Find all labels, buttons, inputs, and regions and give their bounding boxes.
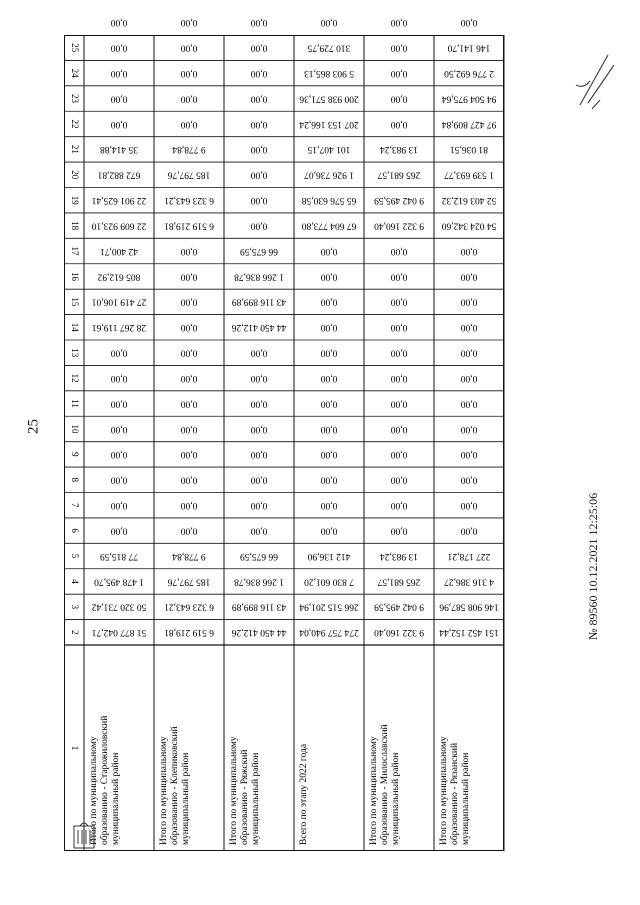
table-cell: 0,00 [110,500,128,511]
table-cell: 52 403 612,32 [441,195,497,206]
table-cell: 0,00 [180,423,198,434]
table-cell: 0,00 [390,398,408,409]
table-cell: 0,00 [460,271,478,282]
table-cell: 0,00 [250,220,268,231]
column-number: 19 [69,195,80,205]
table-cell: 0,00 [250,17,268,28]
table-cell: 0,00 [460,296,478,307]
table-cell: 0,00 [180,500,198,511]
table-cell: 0,00 [180,398,198,409]
table-cell: 146 908 587,96 [439,601,499,612]
column-number: 18 [69,221,80,231]
table-cell: 0,00 [180,449,198,460]
table-cell: 0,00 [250,423,268,434]
table-cell: 65 576 630,58 [301,195,357,206]
table-cell: 27 419 106,01 [91,296,147,307]
table-cell: 9 778,84 [172,144,206,155]
table-cell: 1 539 693,77 [444,169,494,180]
table-cell: 7 830 601,20 [304,576,354,587]
table-cell: 0,00 [460,474,478,485]
table-cell: 0,00 [320,423,338,434]
table-cell: 0,00 [320,17,338,28]
column-number: 5 [69,553,80,559]
table-cell: 0,00 [180,67,198,78]
column-number: 24 [69,68,80,78]
table-cell: 4 316 386,27 [444,576,494,587]
table-cell: 97 427 809,84 [441,118,497,129]
column-number: 16 [69,271,80,281]
table-cell: 0,00 [180,322,198,333]
table-cell: 43 116 899,89 [231,296,287,307]
table-cell: 0,00 [390,474,408,485]
table-cell: 0,00 [110,525,128,536]
table-cell: 805 612,92 [97,271,141,282]
row-label: Итого по муниципальномуобразованию - Милославскиймуниципальный район [369,724,401,845]
table-cell: 13 983,24 [380,144,418,155]
table-cell: 0,00 [250,144,268,155]
table-cell: 0,00 [250,93,268,104]
table-cell: 185 797,76 [167,169,211,180]
table-cell: 0,00 [110,17,128,28]
table-cell: 1 266 836,78 [234,576,284,587]
table-cell: 0,00 [250,195,268,206]
table-cell: 6 323 643,21 [164,195,214,206]
table-cell: 101 407,15 [307,144,351,155]
table-cell: 0,00 [180,42,198,53]
column-number: 21 [69,144,80,154]
table-cell: 0,00 [390,42,408,53]
table-cell: 0,00 [460,449,478,460]
table-cell: 0,00 [180,347,198,358]
table-cell: 412 136,90 [307,550,351,561]
table-cell: 0,00 [180,372,198,383]
table-cell: 0,00 [460,500,478,511]
table-cell: 0,00 [180,17,198,28]
table-cell: 0,00 [460,423,478,434]
row-label: Итого по муниципальномуобразованию - Клепиковскиймуниципальный район [159,726,191,845]
column-number: 20 [69,170,80,180]
table-cell: 35 414,88 [100,144,138,155]
table-cell: 227 178,21 [447,550,491,561]
table-cell: 81 036,51 [450,144,488,155]
table-cell: 0,00 [110,423,128,434]
table-cell: 0,00 [390,322,408,333]
table-cell: 265 681,57 [377,576,421,587]
table-cell: 0,00 [250,169,268,180]
table-cell: 0,00 [390,423,408,434]
table-cell: 1 478 495,70 [94,576,144,587]
table-cell: 672 882,81 [97,169,141,180]
table-cell: 0,00 [320,245,338,256]
row-label: Всего по этапу 2022 года [299,743,309,845]
column-number: 6 [69,528,80,533]
table-cell: 200 938 571,36 [299,93,359,104]
table-cell: 0,00 [110,474,128,485]
table-cell: 0,00 [180,118,198,129]
table-cell: 28 267 119,61 [91,322,147,333]
table-cell: 0,00 [180,525,198,536]
table-border [65,36,504,851]
table-cell: 185 797,76 [167,576,211,587]
table-cell: 43 116 899,89 [231,601,287,612]
column-number: 22 [69,119,80,129]
electronic-stamp-icon [70,820,98,852]
table-cell: 0,00 [250,449,268,460]
table-cell: 67 604 773,80 [301,220,357,231]
table-cell: 207 153 166,24 [299,118,359,129]
table-cell: 146 141,70 [447,42,491,53]
table-cell: 6 519 219,81 [164,627,214,638]
table-cell: 54 024 342,60 [441,220,497,231]
column-number: 25 [69,43,80,53]
table-cell: 1 926 736,07 [304,169,354,180]
table-cell: 0,00 [460,17,478,28]
table-cell: 0,00 [460,347,478,358]
table-cell: 44 450 412,26 [231,322,287,333]
table-cell: 0,00 [250,118,268,129]
table-cell: 66 675,59 [240,550,278,561]
column-number: 13 [69,348,80,358]
table-cell: 0,00 [180,93,198,104]
column-number: 11 [69,399,80,408]
table-cell: 9 778,84 [172,550,206,561]
column-number: 17 [69,246,80,256]
table-cell: 0,00 [180,474,198,485]
table-cell: 310 729,75 [307,42,351,53]
table-cell: 2 776 692,50 [444,67,494,78]
table-cell: 0,00 [110,42,128,53]
column-number: 1 [69,745,80,751]
table-cell: 0,00 [390,245,408,256]
table-cell: 0,00 [320,372,338,383]
table-cell: 0,00 [110,449,128,460]
table-cell: 44 450 412,26 [231,627,287,638]
column-number: 14 [69,322,80,332]
table-cell: 0,00 [320,449,338,460]
table-cell: 0,00 [110,347,128,358]
table-cell: 0,00 [320,500,338,511]
table-cell: 0,00 [390,17,408,28]
table-cell: 0,00 [250,347,268,358]
table-cell: 0,00 [110,118,128,129]
table-cell: 151 452 152,44 [439,627,499,638]
table-cell: 77 815,59 [100,550,138,561]
table-cell: 0,00 [390,271,408,282]
table-cell: 0,00 [250,42,268,53]
table-cell: 0,00 [390,372,408,383]
table-cell: 51 877 042,71 [91,627,147,638]
table-cell: 265 681,57 [377,169,421,180]
page-number: 25 [25,419,42,434]
column-number: 7 [69,502,80,508]
table-cell: 0,00 [110,372,128,383]
table-cell: 6 323 643,21 [164,601,214,612]
column-number: 15 [69,297,80,307]
table-cell: 0,00 [390,118,408,129]
column-number: 3 [69,604,80,610]
data-table [64,17,504,851]
table-cell: 0,00 [390,93,408,104]
table-cell: 0,00 [110,67,128,78]
registration-stamp: № 89560 10.12.2021 12:25:06 [586,492,600,640]
table-cell: 0,00 [180,271,198,282]
table-cell: 0,00 [460,372,478,383]
table-cell: 9 322 160,40 [374,220,424,231]
row-label: Итого по муниципальномуобразованию - Ряжскиймуниципальный район [229,736,261,845]
table-cell: 0,00 [390,500,408,511]
table-cell: 0,00 [250,500,268,511]
table-cell: 0,00 [460,322,478,333]
table-cell: 42 400,71 [100,245,138,256]
table-cell: 6 519 219,81 [164,220,214,231]
row-label: Итого по муниципальномуобразованию - Старожиловскиймуниципальный район [89,715,121,845]
table-cell: 0,00 [320,474,338,485]
table-cell: 0,00 [460,398,478,409]
table-cell: 0,00 [250,398,268,409]
table-cell: 0,00 [110,93,128,104]
table-cell: 0,00 [250,67,268,78]
table-cell: 22 901 625,41 [91,195,147,206]
table-cell: 0,00 [390,296,408,307]
column-number: 12 [69,373,80,383]
table-cell: 0,00 [320,347,338,358]
column-number: 9 [69,452,80,457]
table-cell: 9 042 495,59 [374,601,424,612]
table-cell: 66 675,59 [240,245,278,256]
table-cell: 0,00 [320,322,338,333]
table-cell: 266 515 201,94 [299,601,359,612]
table-cell: 0,00 [390,449,408,460]
table-cell: 0,00 [320,525,338,536]
table-cell: 0,00 [180,245,198,256]
table-cell: 274 757 940,04 [299,627,359,638]
column-number: 8 [69,477,80,483]
table-cell: 0,00 [460,525,478,536]
table-cell: 5 903 865,13 [304,67,354,78]
handwritten-mark-icon [570,45,620,115]
column-number: 4 [69,579,80,584]
table-cell: 9 322 160,40 [374,627,424,638]
table-cell: 0,00 [390,67,408,78]
table-cell: 0,00 [250,525,268,536]
table-cell: 0,00 [390,347,408,358]
table-cell: 0,00 [110,398,128,409]
table-cell: 0,00 [250,474,268,485]
table-cell: 0,00 [460,245,478,256]
table-grid [64,17,504,851]
table-cell: 0,00 [250,372,268,383]
column-number: 10 [69,424,80,434]
table-cell: 13 983,24 [380,550,418,561]
column-number: 2 [69,630,80,635]
table-cell: 0,00 [180,296,198,307]
row-label: Итого по муниципальномуобразованию - Рязанскиймуниципальный район [439,736,471,845]
column-number: 23 [69,94,80,104]
table-cell: 0,00 [320,398,338,409]
table-cell: 0,00 [320,271,338,282]
table-cell: 0,00 [390,525,408,536]
table-cell: 22 609 923,10 [91,220,147,231]
table-cell: 0,00 [320,296,338,307]
table-cell: 9 042 495,59 [374,195,424,206]
table-cell: 50 320 731,42 [91,601,147,612]
table-cell: 94 504 975,64 [441,93,497,104]
table-cell: 1 266 836,78 [234,271,284,282]
